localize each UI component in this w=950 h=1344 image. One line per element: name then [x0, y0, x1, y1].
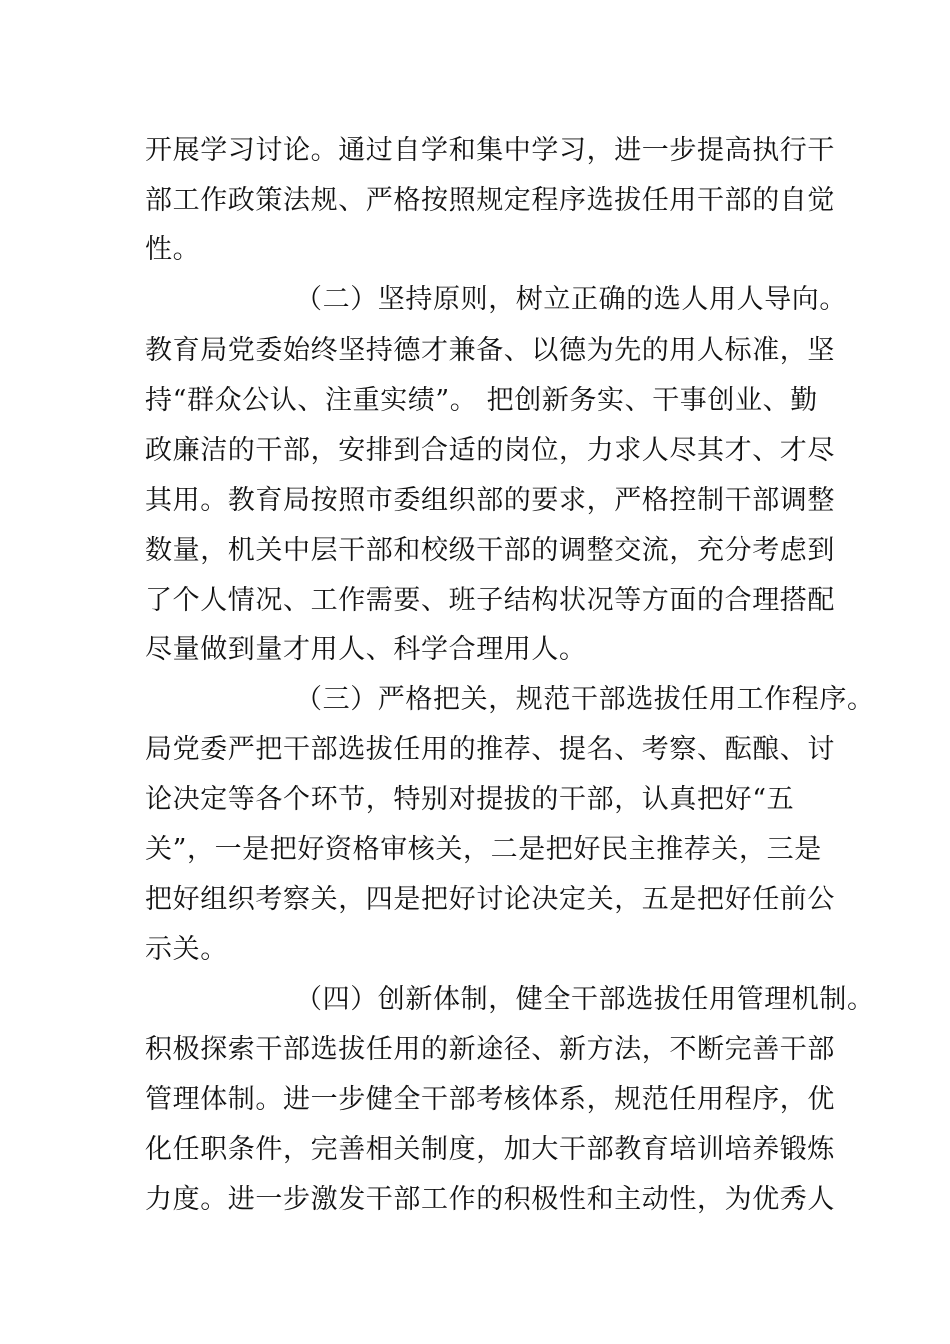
- text-line: 局党委严把干部选拔任用的推荐、提名、考察、酝酿、讨: [145, 734, 835, 765]
- text-line: 尽量做到量才用人、科学合理用人。: [145, 634, 587, 665]
- text-line: 性。: [145, 234, 201, 265]
- text-line: 关”，一是把好资格审核关，二是把好民主推荐关，三是: [145, 834, 822, 865]
- text-line: 政廉洁的干部，安排到合适的岗位，力求人尽其才、才尽: [145, 435, 835, 466]
- text-line: 把好组织考察关，四是把好讨论决定关，五是把好任前公: [145, 884, 835, 915]
- text-line: 其用。教育局按照市委组织部的要求，严格控制干部调整: [145, 485, 835, 516]
- text-line: 持“群众公认、注重实绩”。 把创新务实、干事创业、勤: [145, 385, 818, 416]
- text-line: 数量，机关中层干部和校级干部的调整交流，充分考虑到: [145, 535, 835, 566]
- text-line: 部工作政策法规、严格按照规定程序选拔任用干部的自觉: [145, 185, 835, 216]
- section-heading-2: （二）坚持原则，树立正确的选人用人导向。: [295, 284, 847, 315]
- text-line: 化任职条件，完善相关制度，加大干部教育培训培养锻炼: [145, 1134, 835, 1165]
- text-line: 论决定等各个环节，特别对提拔的干部，认真把好“五: [145, 784, 795, 815]
- text-line: 开展学习讨论。通过自学和集中学习，进一步提高执行干: [145, 135, 835, 166]
- section-heading-3: （三）严格把关，规范干部选拔任用工作程序。: [295, 684, 875, 715]
- text-line: 积极探索干部选拔任用的新途径、新方法，不断完善干部: [145, 1034, 835, 1065]
- text-line: 管理体制。进一步健全干部考核体系，规范任用程序，优: [145, 1084, 835, 1115]
- section-heading-4: （四）创新体制，健全干部选拔任用管理机制。: [295, 984, 875, 1015]
- text-line: 力度。进一步激发干部工作的积极性和主动性，为优秀人: [145, 1184, 835, 1215]
- text-line: 教育局党委始终坚持德才兼备、以德为先的用人标准，坚: [145, 335, 835, 366]
- text-line: 示关。: [145, 934, 228, 965]
- text-line: 了个人情况、工作需要、班子结构状况等方面的合理搭配: [145, 585, 835, 616]
